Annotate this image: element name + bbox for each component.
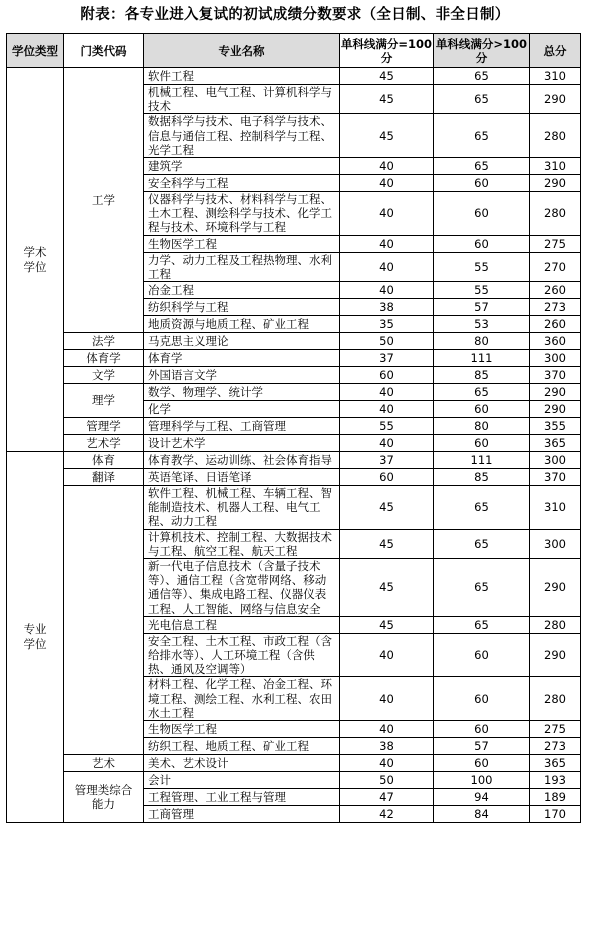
single-100-cell: 45 — [340, 85, 434, 114]
major-name-cell: 马克思主义理论 — [144, 333, 340, 350]
single-over-100-cell: 80 — [434, 418, 530, 435]
table-row — [7, 469, 581, 486]
discipline-cell — [64, 755, 144, 772]
single-over-100-cell: 65 — [434, 158, 530, 175]
discipline-label: 工学 — [92, 192, 115, 207]
single-100-cell: 60 — [340, 469, 434, 486]
single-100-cell: 37 — [340, 452, 434, 469]
single-100-cell: 45 — [340, 559, 434, 617]
degree-type-cell — [7, 452, 64, 823]
single-over-100-cell: 111 — [434, 452, 530, 469]
single-over-100-cell: 100 — [434, 772, 530, 789]
discipline-cell — [64, 384, 144, 418]
single-100-cell: 38 — [340, 738, 434, 755]
total-score-cell: 355 — [530, 418, 581, 435]
single-over-100-cell: 60 — [434, 677, 530, 721]
total-score-cell: 170 — [530, 806, 581, 823]
table-row — [7, 350, 581, 367]
total-score-cell: 290 — [530, 85, 581, 114]
single-100-cell: 40 — [340, 677, 434, 721]
total-score-cell: 370 — [530, 469, 581, 486]
discipline-label: 体育 — [92, 452, 115, 467]
single-over-100-cell: 84 — [434, 806, 530, 823]
page-title: 附表：各专业进入复试的初试成绩分数要求（全日制、非全日制） — [80, 7, 510, 23]
header-total: 总分 — [530, 34, 581, 68]
major-name-cell: 仪器科学与技术、材料科学与工程、土木工程、测绘科学与技术、化学工程与技术、环境科学与工程 — [144, 192, 340, 236]
discipline-cell — [64, 772, 144, 823]
single-over-100-cell: 65 — [434, 85, 530, 114]
single-100-cell: 40 — [340, 721, 434, 738]
total-score-cell: 310 — [530, 68, 581, 85]
total-score-cell: 260 — [530, 316, 581, 333]
single-over-100-cell: 53 — [434, 316, 530, 333]
single-100-cell: 60 — [340, 367, 434, 384]
single-over-100-cell: 57 — [434, 299, 530, 316]
score-table — [6, 33, 581, 823]
single-over-100-cell: 60 — [434, 401, 530, 418]
major-name-cell: 化学 — [144, 401, 340, 418]
table-row — [7, 418, 581, 435]
single-100-cell: 40 — [340, 384, 434, 401]
discipline-label: 体育学 — [86, 350, 121, 365]
discipline-cell — [64, 469, 144, 486]
major-name-cell: 新一代电子信息技术（含量子技术等）、通信工程（含宽带网络、移动通信等）、集成电路工程、仪器仪表工程、人工智能、网络与信息安全 — [144, 559, 340, 617]
table-row — [7, 333, 581, 350]
major-name-cell: 体育教学、运动训练、社会体育指导 — [144, 452, 340, 469]
discipline-cell — [64, 452, 144, 469]
major-name-cell: 管理科学与工程、工商管理 — [144, 418, 340, 435]
single-over-100-cell: 57 — [434, 738, 530, 755]
major-name-cell: 体育学 — [144, 350, 340, 367]
single-100-cell: 40 — [340, 192, 434, 236]
discipline-cell — [64, 350, 144, 367]
single-over-100-cell: 65 — [434, 384, 530, 401]
major-name-cell: 安全工程、土木工程、市政工程（含给排水等）、人工环境工程（含供热、通风及空调等） — [144, 633, 340, 677]
single-over-100-cell: 65 — [434, 486, 530, 530]
total-score-cell: 310 — [530, 486, 581, 530]
discipline-cell — [64, 486, 144, 755]
total-score-cell: 270 — [530, 252, 581, 281]
single-100-cell: 40 — [340, 435, 434, 452]
single-over-100-cell: 60 — [434, 235, 530, 252]
table-row — [7, 755, 581, 772]
header-row — [7, 34, 581, 68]
discipline-label: 法学 — [92, 333, 115, 348]
total-score-cell: 290 — [530, 401, 581, 418]
total-score-cell: 310 — [530, 158, 581, 175]
single-100-cell: 45 — [340, 486, 434, 530]
single-100-cell: 45 — [340, 616, 434, 633]
single-over-100-cell: 60 — [434, 175, 530, 192]
total-score-cell: 275 — [530, 721, 581, 738]
total-score-cell: 275 — [530, 235, 581, 252]
single-100-cell: 38 — [340, 299, 434, 316]
total-score-cell: 300 — [530, 452, 581, 469]
single-over-100-cell: 60 — [434, 633, 530, 677]
major-name-cell: 纺织科学与工程 — [144, 299, 340, 316]
major-name-cell: 设计艺术学 — [144, 435, 340, 452]
table-row — [7, 384, 581, 401]
single-100-cell: 40 — [340, 235, 434, 252]
single-over-100-cell: 80 — [434, 333, 530, 350]
major-name-cell: 数学、物理学、统计学 — [144, 384, 340, 401]
major-name-cell: 工商管理 — [144, 806, 340, 823]
table-row — [7, 486, 581, 530]
major-name-cell: 力学、动力工程及工程热物理、水利工程 — [144, 252, 340, 281]
discipline-label: 艺术 — [92, 755, 115, 770]
single-100-cell: 40 — [340, 158, 434, 175]
major-name-cell: 建筑学 — [144, 158, 340, 175]
degree-type-cell — [7, 68, 64, 452]
header-category: 学位类型 — [7, 34, 64, 68]
major-name-cell: 美术、艺术设计 — [144, 755, 340, 772]
discipline-label: 管理学 — [86, 418, 121, 433]
single-over-100-cell: 60 — [434, 721, 530, 738]
major-name-cell: 材料工程、化学工程、冶金工程、环境工程、测绘工程、水利工程、农田水土工程 — [144, 677, 340, 721]
total-score-cell: 365 — [530, 435, 581, 452]
total-score-cell: 370 — [530, 367, 581, 384]
major-name-cell: 工程管理、工业工程与管理 — [144, 789, 340, 806]
discipline-label: 文学 — [92, 367, 115, 382]
total-score-cell: 280 — [530, 192, 581, 236]
single-over-100-cell: 94 — [434, 789, 530, 806]
discipline-cell — [64, 68, 144, 333]
single-100-cell: 50 — [340, 333, 434, 350]
single-over-100-cell: 85 — [434, 469, 530, 486]
table-row — [7, 68, 581, 85]
total-score-cell: 300 — [530, 350, 581, 367]
single-over-100-cell: 60 — [434, 192, 530, 236]
discipline-label: 艺术学 — [86, 435, 121, 450]
single-over-100-cell: 55 — [434, 252, 530, 281]
table-row — [7, 367, 581, 384]
discipline-cell — [64, 418, 144, 435]
single-over-100-cell: 111 — [434, 350, 530, 367]
major-name-cell: 地质资源与地质工程、矿业工程 — [144, 316, 340, 333]
header-major: 专业名称 — [144, 34, 340, 68]
degree-type-label: 学术学位 — [23, 244, 47, 274]
total-score-cell: 273 — [530, 299, 581, 316]
single-over-100-cell: 60 — [434, 755, 530, 772]
single-100-cell: 42 — [340, 806, 434, 823]
single-over-100-cell: 65 — [434, 529, 530, 558]
major-name-cell: 纺织工程、地质工程、矿业工程 — [144, 738, 340, 755]
single-100-cell: 47 — [340, 789, 434, 806]
major-name-cell: 机械工程、电气工程、计算机科学与技术 — [144, 85, 340, 114]
major-name-cell: 生物医学工程 — [144, 235, 340, 252]
total-score-cell: 360 — [530, 333, 581, 350]
single-over-100-cell: 85 — [434, 367, 530, 384]
discipline-cell — [64, 333, 144, 350]
total-score-cell: 290 — [530, 384, 581, 401]
major-name-cell: 软件工程 — [144, 68, 340, 85]
total-score-cell: 290 — [530, 633, 581, 677]
discipline-cell — [64, 367, 144, 384]
single-100-cell: 55 — [340, 418, 434, 435]
total-score-cell: 290 — [530, 559, 581, 617]
single-over-100-cell: 65 — [434, 114, 530, 158]
single-100-cell: 40 — [340, 175, 434, 192]
single-100-cell: 40 — [340, 633, 434, 677]
table-row — [7, 452, 581, 469]
major-name-cell: 冶金工程 — [144, 282, 340, 299]
discipline-label: 翻译 — [92, 469, 115, 484]
single-100-cell: 37 — [340, 350, 434, 367]
total-score-cell: 280 — [530, 677, 581, 721]
total-score-cell: 365 — [530, 755, 581, 772]
table-row — [7, 772, 581, 789]
major-name-cell: 数据科学与技术、电子科学与技术、信息与通信工程、控制科学与工程、光学工程 — [144, 114, 340, 158]
discipline-label: 理学 — [92, 393, 115, 408]
single-100-cell: 40 — [340, 252, 434, 281]
single-100-cell: 35 — [340, 316, 434, 333]
single-over-100-cell: 55 — [434, 282, 530, 299]
header-single-100: 单科线满分=100分 — [340, 34, 434, 68]
major-name-cell: 会计 — [144, 772, 340, 789]
single-100-cell: 45 — [340, 68, 434, 85]
header-single-over-100: 单科线满分>100分 — [434, 34, 530, 68]
major-name-cell: 软件工程、机械工程、车辆工程、智能制造技术、机器人工程、电气工程、动力工程 — [144, 486, 340, 530]
major-name-cell: 外国语言文学 — [144, 367, 340, 384]
single-over-100-cell: 65 — [434, 559, 530, 617]
major-name-cell: 生物医学工程 — [144, 721, 340, 738]
total-score-cell: 193 — [530, 772, 581, 789]
single-100-cell: 50 — [340, 772, 434, 789]
total-score-cell: 280 — [530, 616, 581, 633]
total-score-cell: 290 — [530, 175, 581, 192]
major-name-cell: 安全科学与工程 — [144, 175, 340, 192]
header-subject: 门类代码 — [64, 34, 144, 68]
single-100-cell: 40 — [340, 755, 434, 772]
major-name-cell: 光电信息工程 — [144, 616, 340, 633]
single-over-100-cell: 65 — [434, 68, 530, 85]
discipline-cell — [64, 435, 144, 452]
major-name-cell: 计算机技术、控制工程、大数据技术与工程、航空工程、航天工程 — [144, 529, 340, 558]
table-body — [7, 68, 581, 823]
total-score-cell: 300 — [530, 529, 581, 558]
single-over-100-cell: 60 — [434, 435, 530, 452]
discipline-label: 管理类综合能力 — [74, 782, 133, 812]
single-100-cell: 45 — [340, 529, 434, 558]
single-100-cell: 40 — [340, 401, 434, 418]
major-name-cell: 英语笔译、日语笔译 — [144, 469, 340, 486]
single-over-100-cell: 65 — [434, 616, 530, 633]
total-score-cell: 280 — [530, 114, 581, 158]
total-score-cell: 260 — [530, 282, 581, 299]
table-row — [7, 435, 581, 452]
degree-type-label: 专业学位 — [23, 622, 47, 652]
total-score-cell: 189 — [530, 789, 581, 806]
single-100-cell: 40 — [340, 282, 434, 299]
total-score-cell: 273 — [530, 738, 581, 755]
single-100-cell: 45 — [340, 114, 434, 158]
